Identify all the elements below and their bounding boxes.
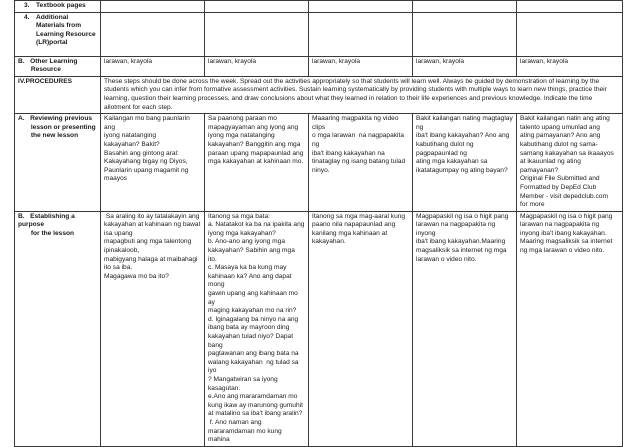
- text-line: ninyo.: [312, 166, 330, 174]
- text-line: ating pamayanan? Ano ang: [520, 132, 601, 140]
- text-line: kakayahan? Bakit?: [104, 140, 160, 148]
- text-line: iyong mga kakayahan?: [208, 229, 276, 237]
- row-reviewing: [15, 114, 623, 212]
- text-line: larawan na nagpapakita ng inyong: [416, 221, 498, 237]
- text-line: pagtawanan ang ibang bata na: [208, 350, 299, 358]
- text-line: o mga larawan na nagpapakita ng: [312, 132, 406, 148]
- text-line: ito sa iba.: [104, 264, 133, 272]
- text-line: iba't ibang kakayahan.Maaring: [416, 238, 506, 246]
- text-line: Magpapaskil ng isa o higit pang: [520, 212, 613, 220]
- establishing-cell-5: [517, 211, 623, 446]
- text-line: mabigyang halaga at maibahagi: [104, 255, 198, 263]
- text-line: paano nila napapaunlad ang: [312, 221, 396, 229]
- establishing-cell-3: [309, 211, 413, 446]
- row-additional-materials: [15, 12, 623, 56]
- text-line: kanilang mga kahinaan at: [312, 229, 388, 237]
- row-procedures: [15, 76, 623, 113]
- text-line: kabutihang dulot ng sama-: [520, 140, 598, 148]
- text-line: c. Masaya ka ba kung may: [208, 264, 287, 272]
- text-line: Magagawa mo ba ito?: [104, 272, 169, 280]
- text-line: larawan o video nito.: [416, 255, 477, 263]
- text-line: kabutihang dulot ng pagpapaunlad ng: [416, 140, 476, 157]
- text-line: inyong iba't ibang kakayahan.: [520, 229, 607, 237]
- text-line: d. Iginagalang ba ninyo na ang: [208, 315, 299, 323]
- cell-empty: [205, 1, 309, 13]
- text-line: b. Ano-ano ang iyong mga: [208, 238, 285, 246]
- text-line: ating mga kakayahan sa: [416, 158, 488, 166]
- text-line: kung ikaw ay marunong gumuhit: [208, 401, 303, 409]
- text-line: samang kakayahan sa ikaaayos: [520, 149, 614, 157]
- text-line: ng mga larawan o video nito.: [520, 247, 605, 255]
- text-line: kakayahan tulad niyo? Dapat bang: [208, 333, 295, 349]
- row-other-resources: [15, 56, 623, 76]
- text-line: Magpapaskil ng isa o higit pang: [416, 212, 509, 220]
- establishing-label-line: for the lesson: [18, 229, 75, 237]
- textbook-number: 3.: [24, 2, 30, 9]
- label-establishing: [15, 211, 101, 446]
- text-line: mararamdaman mo kung mahina: [208, 427, 284, 444]
- text-line: tinataglay ng isang batang tulad: [312, 158, 406, 166]
- reviewing-cell-4: [413, 114, 517, 212]
- reviewing-cell-3: [309, 114, 413, 212]
- reviewing-cell-5: [517, 114, 623, 212]
- text-line: iyong mga natatanging: [208, 132, 275, 140]
- text-line: Formatted by DepEd Club: [520, 183, 597, 191]
- cell-empty: [101, 1, 205, 13]
- text-line: ipinakaloob,: [104, 247, 140, 255]
- text-line: at ikauunlad ng ating: [520, 158, 581, 166]
- other-resources-cell: larawan, krayola: [101, 56, 205, 76]
- cell-empty: [101, 12, 205, 56]
- row-textbook: [15, 1, 623, 13]
- text-line: at matalino sa iba't ibang aralin?: [208, 410, 303, 418]
- additional-label-line: Materials from: [36, 22, 82, 30]
- cell-empty: [309, 12, 413, 56]
- text-line: kakayahan? Sabihin ang mga ito.: [208, 247, 297, 263]
- text-line: ibang bata ay mayroon ding: [208, 324, 290, 332]
- text-line: ikatatagumpay ng ating bayan?: [416, 166, 508, 174]
- text-line: mapagbuti ang mga talentong: [104, 238, 192, 246]
- text-line: pamayanan?: [520, 166, 559, 174]
- label-procedures: IV.PROCEDURES: [15, 76, 101, 113]
- text-line: kakayahan at kahinaan ng bawat: [104, 221, 201, 229]
- reviewing-cell-2: [205, 114, 309, 212]
- text-line: gawin upang ang kahinaan mo ay: [208, 290, 300, 306]
- cell-empty: [517, 1, 623, 13]
- text-line: maging kakayahan mo na rin?: [208, 307, 297, 315]
- text-line: Itanong sa mga bata:: [208, 212, 270, 220]
- establishing-cell-1: [101, 211, 205, 446]
- row-establishing: [15, 211, 623, 446]
- label-reviewing: [15, 114, 101, 212]
- other-resources-label-line: Resource: [18, 66, 61, 74]
- text-line: iba't ibang kakayahan na: [312, 149, 385, 157]
- establishing-label-line: B. Establishing a purpose: [18, 212, 77, 229]
- cell-empty: [413, 1, 517, 13]
- text-line: ? Mangatwiran sa iyong: [208, 375, 278, 383]
- text-line: Kailangan mo bang paunlarin ang: [104, 115, 192, 131]
- procedures-instructions: These steps should be done across the week. Spread out the activities appropriately so that students will learn well. Always be guided by demonstration of learning by the students which you can infer from formative assessment activities. Sustain learning systematically by providing students with multiple ways to learn new things, practice their learning, question their learning processes, and draw conclusions about what they learned in relation to their life experiences and previous knowledge. Indicate the time allotment for each step.: [101, 76, 623, 113]
- text-line: mapagyayaman ang iyong ang: [208, 123, 299, 131]
- text-line: Itanong sa mga mag-aaral kung: [312, 212, 406, 220]
- text-line: e.Ano ang mararamdaman mo: [208, 393, 298, 401]
- text-line: kahinaan ka? Ano ang dapat mong: [208, 272, 294, 289]
- text-line: Maaaring magpakita ng video clips: [312, 115, 401, 131]
- text-line: kakayahan? Banggitin ang mga: [208, 140, 301, 148]
- additional-number: 4.: [24, 13, 30, 21]
- text-line: Member - visit depedclub.com: [520, 192, 608, 200]
- reviewing-label-line: the new lesson: [18, 132, 79, 140]
- text-line: Sa paanong paraan mo: [208, 115, 277, 123]
- text-line: walang kakayahan ng tulad sa iyo: [208, 358, 301, 375]
- text-line: paraan upang mapapaunlad ang: [208, 149, 304, 157]
- text-line: f. Ano naman ang: [208, 418, 262, 426]
- text-line: talento upang umunlad ang: [520, 123, 600, 131]
- text-line: for more: [520, 201, 545, 209]
- text-line: kakayahan.: [312, 238, 346, 246]
- text-line: iyong natatanging: [104, 132, 157, 140]
- textbook-label: Textbook pages: [36, 2, 86, 9]
- text-line: kasagutan.: [208, 384, 241, 392]
- other-resources-cell: larawan, krayola: [309, 56, 413, 76]
- text-line: isa upang: [104, 229, 133, 237]
- text-line: Sa araling ito ay tatalakayin ang: [104, 212, 200, 220]
- label-additional-materials: [15, 12, 101, 56]
- text-line: mga kakayahan at kahinaan mo.: [208, 158, 304, 166]
- cell-empty: [413, 12, 517, 56]
- cell-empty: [309, 1, 413, 13]
- text-line: Paunlarin upang magamit ng: [104, 166, 189, 174]
- cell-empty: [517, 12, 623, 56]
- lesson-plan-table: [14, 0, 623, 447]
- establishing-cell-4: [413, 211, 517, 446]
- other-resources-cell: larawan, krayola: [413, 56, 517, 76]
- text-line: Bakit kailangan nating magtaglay ng: [416, 115, 515, 131]
- text-line: Basahin ang gintong aral:: [104, 149, 179, 157]
- additional-label-line: (LR)portal: [36, 39, 68, 47]
- label-textbook: [15, 1, 101, 13]
- text-line: Bakit kailangan natin ang ating: [520, 115, 610, 123]
- label-other-resources: [15, 56, 101, 76]
- text-line: maayos: [104, 175, 128, 183]
- text-line: iba't ibang kakayahan? Ano ang: [416, 132, 510, 140]
- reviewing-label-line: lesson or presenting: [18, 123, 96, 131]
- establishing-cell-2: [205, 211, 309, 446]
- additional-label-line: Additional: [36, 13, 69, 21]
- cell-empty: [205, 12, 309, 56]
- reviewing-label-line: A. Reviewing previous: [18, 115, 93, 123]
- reviewing-cell-1: [101, 114, 205, 212]
- text-line: Kakayahang bigay ng Diyos,: [104, 158, 188, 166]
- text-line: a. Natatakot ka ba na ipakita ang: [208, 221, 305, 229]
- text-line: Maaring magsaliksik sa internet: [520, 238, 613, 246]
- additional-label-line: Learning Resource: [36, 30, 96, 38]
- other-resources-label-line: B. Other Learning: [18, 57, 78, 65]
- other-resources-cell: larawan, krayola: [205, 56, 309, 76]
- other-resources-cell: larawan, krayola: [517, 56, 623, 76]
- text-line: larawan na nagpapakita ng: [520, 221, 600, 229]
- text-line: magsaliksik sa internet ng mga: [416, 247, 507, 255]
- text-line: Original File Submitted and: [520, 175, 600, 183]
